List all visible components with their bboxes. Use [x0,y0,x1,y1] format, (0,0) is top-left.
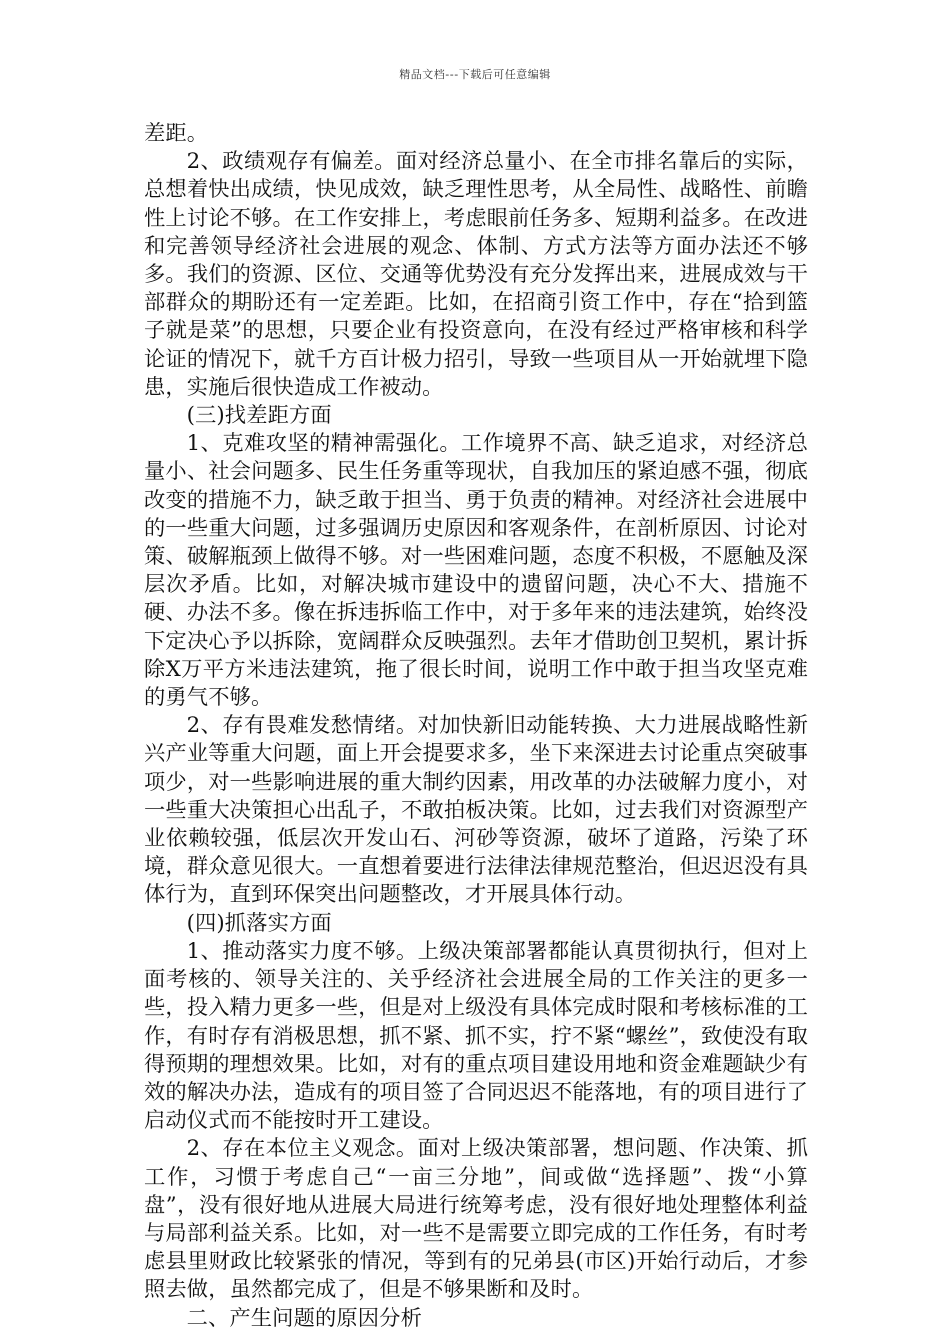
paragraph-continuation: 差距。 [144,121,209,146]
page-header: 精品文档---下载后可任意编辑 [399,68,551,81]
paragraph-implementation-effort: 1、推动落实力度不够。上级决策部署都能认真贯彻执行，但对上面考核的、领导关注的、关乎经济社会进展全局的工作关注的更多一些，投入精力更多一些，但是对上级没有具体完成时限和考核标准的工作，有时存有消极思想，抓不紧、抓不实，拧不紧“螺丝”，致使没有取得预期的理想效果。比如，对有的重点项目建设用地和资金难题缺少有效的解决办法，造成有的项目签了合同迟迟不能落地，有的项目进行了启动仪式而不能按时开工建设。 [144,938,808,1134]
section-heading-implementation: (四)抓落实方面 [186,910,332,936]
section-heading-cause-analysis: 二、产生问题的原因分析 [186,1305,422,1331]
paragraph-tackle-difficulty: 1、克难攻坚的精神需强化。工作境界不高、缺乏追求，对经济总量小、社会问题多、民生任务重等现状，自我加压的紧迫感不强，彻底改变的措施不力，缺乏敢于担当、勇于负责的精神。对经济社会进展中的一些重大问题，过多强调历史原因和客观条件，在剖析原因、讨论对策、破解瓶颈上做得不够。对一些困难问题，态度不积极，不愿触及深层次矛盾。比如，对解决城市建设中的遗留问题，决心不大、措施不硬、办法不多。像在拆违拆临工作中，对于多年来的违法建筑，始终没下定决心予以拆除，宽阔群众反映强烈。去年才借助创卫契机，累计拆除X万平方米违法建筑，拖了很长时间，说明工作中敢于担当攻坚克难的勇气不够。 [144,431,808,711]
section-heading-find-gap: (三)找差距方面 [186,403,332,429]
paragraph-departmentalism: 2、存在本位主义观念。面对上级决策部署，想问题、作决策、抓工作，习惯于考虑自己“一亩三分地”，间或做“选择题”、拨“小算盘”，没有很好地从进展大局进行统筹考虑，没有很好地处理整体利益与局部利益关系。比如，对一些不是需要立即完成的工作任务，有时考虑县里财政比较紧张的情况，等到有的兄弟县(市区)开始行动后，才参照去做，虽然都完成了，但是不够果断和及时。 [144,1136,808,1303]
paragraph-performance-view: 2、政绩观存有偏差。面对经济总量小、在全市排名靠后的实际，总想着快出成绩，快见成效，缺乏理性思考，从全局性、战略性、前瞻性上讨论不够。在工作安排上，考虑眼前任务多、短期利益多。在改进和完善领导经济社会进展的观念、体制、方式方法等方面办法还不够多。我们的资源、区位、交通等优势没有充分发挥出来，进展成效与干部群众的期盼还有一定差距。比如，在招商引资工作中，存在“拾到篮子就是菜”的思想，只要企业有投资意向，在没有经过严格审核和科学论证的情况下，就千方百计极力招引，导致一些项目从一开始就埋下隐患，实施后很快造成工作被动。 [144,149,808,400]
paragraph-fear-difficulty: 2、存有畏难发愁情绪。对加快新旧动能转换、大力进展战略性新兴产业等重大问题，面上开会提要求多，坐下来深进去讨论重点突破事项少，对一些影响进展的重大制约因素，用改革的办法破解力度小，对一些重大决策担心出乱子，不敢拍板决策。比如，过去我们对资源型产业依赖较强，低层次开发山石、河砂等资源，破坏了道路，污染了环境，群众意见很大。一直想着要进行法律法律规范整治，但迟迟没有具体行为，直到环保突出问题整改，才开展具体行动。 [144,713,808,908]
document-body [144,120,808,1333]
